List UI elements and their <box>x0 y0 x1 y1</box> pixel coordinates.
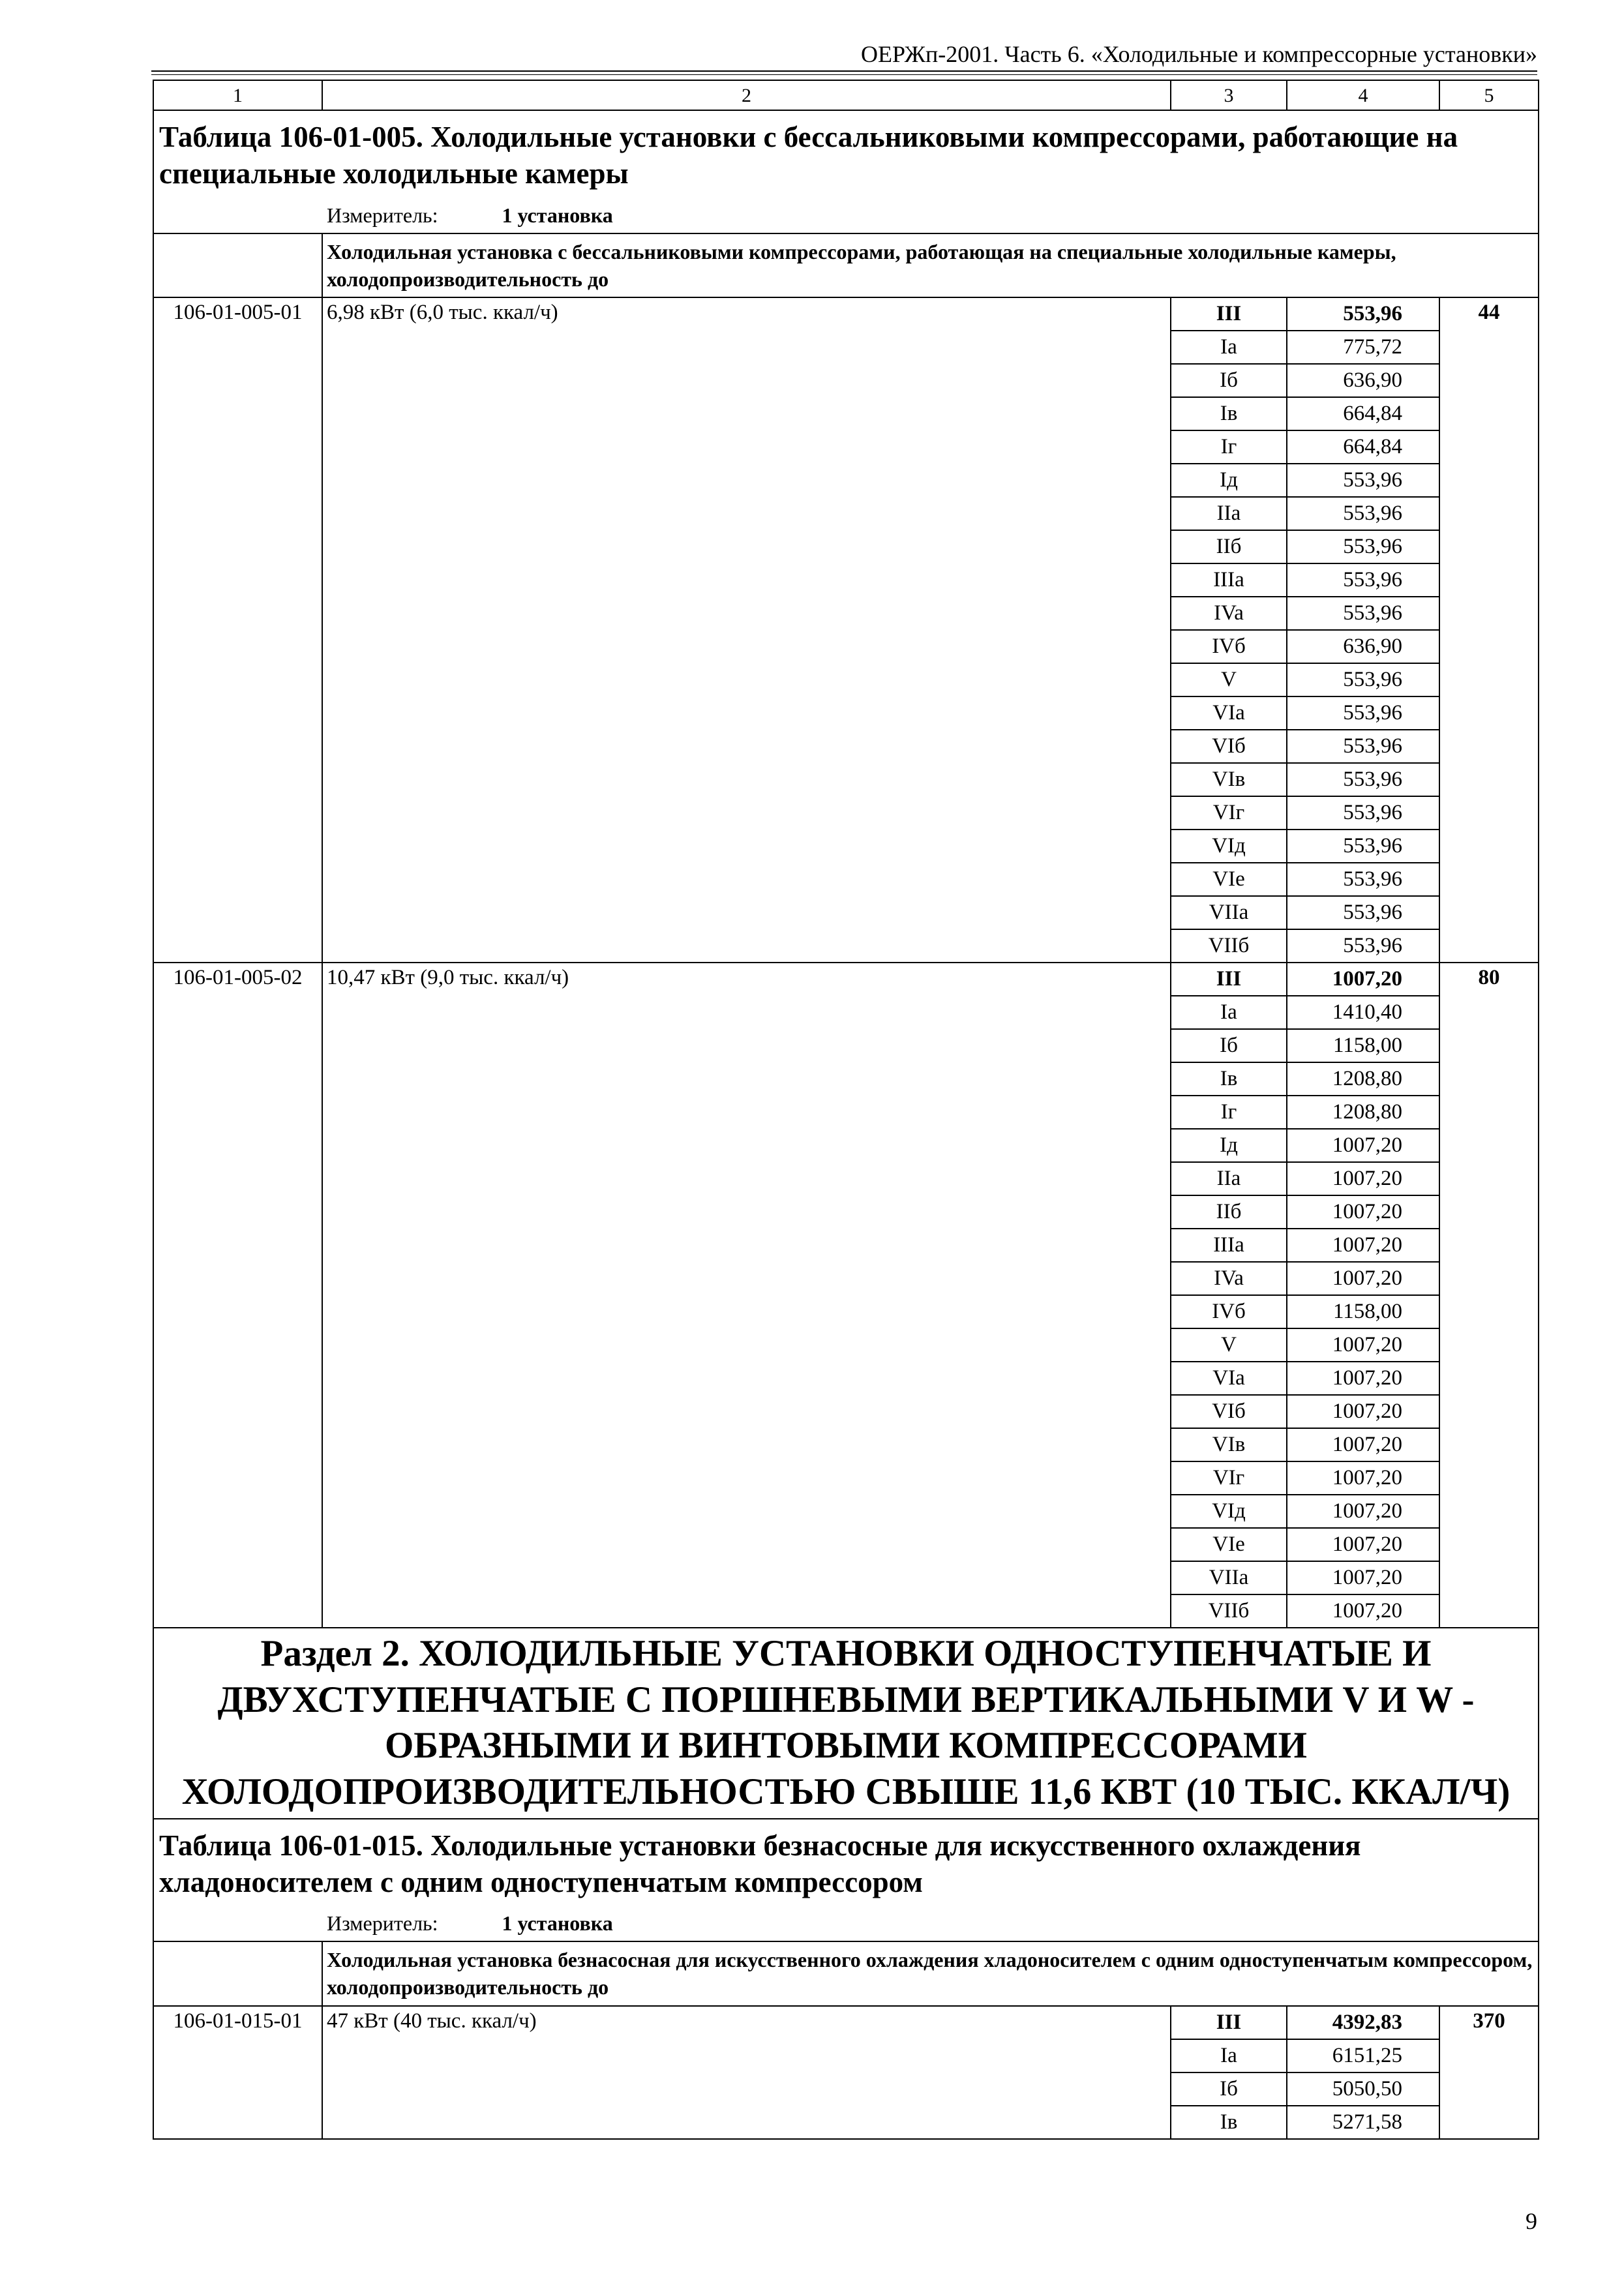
price-cell: 1007,20 <box>1287 1594 1439 1628</box>
zone-cell: Iв <box>1171 2106 1287 2139</box>
price-cell: 1158,00 <box>1287 1029 1439 1062</box>
price-cell: 1410,40 <box>1287 996 1439 1029</box>
price-cell: 553,96 <box>1287 796 1439 830</box>
price-cell: 1007,20 <box>1287 1395 1439 1428</box>
item-name: 6,98 кВт (6,0 тыс. ккал/ч) <box>322 297 1171 963</box>
table-title: Таблица 106-01-005. Холодильные установки с бессальниковыми компрессорами, работающие на специальные холодильные камеры <box>153 110 1539 198</box>
price-cell: 664,84 <box>1287 430 1439 464</box>
measure-cell <box>153 1906 1539 1941</box>
price-cell: 553,96 <box>1287 297 1439 331</box>
zone-cell: IVб <box>1171 1295 1287 1328</box>
zone-cell: VIб <box>1171 1395 1287 1428</box>
price-cell: 4392,83 <box>1287 2006 1439 2039</box>
item-description: Холодильная установка с бессальниковыми компрессорами, работающая на специальные холодильные камеры, холодопроизводительность до <box>322 233 1539 297</box>
zone-cell: VIIб <box>1171 1594 1287 1628</box>
price-cell: 636,90 <box>1287 630 1439 663</box>
zone-cell: VIг <box>1171 796 1287 830</box>
zone-cell: Ia <box>1171 331 1287 364</box>
zone-cell: VIIa <box>1171 1561 1287 1594</box>
zone-cell: Iг <box>1171 430 1287 464</box>
price-cell: 553,96 <box>1287 530 1439 563</box>
zone-cell: VIг <box>1171 1461 1287 1495</box>
description-row <box>153 233 1539 297</box>
column-number-row <box>153 80 1539 110</box>
item-code: 106-01-005-02 <box>153 963 322 1628</box>
table-title-row <box>153 110 1539 198</box>
measure-label: Измеритель: <box>327 1911 438 1936</box>
price-cell: 1007,20 <box>1287 1195 1439 1229</box>
price-cell: 1007,20 <box>1287 1428 1439 1461</box>
price-cell: 664,84 <box>1287 397 1439 430</box>
price-cell: 553,96 <box>1287 730 1439 763</box>
zone-cell: Iб <box>1171 2072 1287 2106</box>
description-row <box>153 1941 1539 2005</box>
zone-cell: Iб <box>1171 1029 1287 1062</box>
column-number: 4 <box>1287 80 1439 110</box>
zone-cell: III <box>1171 2006 1287 2039</box>
running-header: ОЕРЖп-2001. Часть 6. «Холодильные и компрессорные установки» <box>860 41 1537 67</box>
price-cell: 553,96 <box>1287 696 1439 730</box>
column-number: 5 <box>1439 80 1539 110</box>
zone-cell: Iд <box>1171 464 1287 497</box>
price-cell: 1007,20 <box>1287 1495 1439 1528</box>
measure-label: Измеритель: <box>327 203 438 227</box>
price-cell: 5050,50 <box>1287 2072 1439 2106</box>
price-cell: 553,96 <box>1287 863 1439 896</box>
price-cell: 1007,20 <box>1287 1561 1439 1594</box>
zone-cell: IVб <box>1171 630 1287 663</box>
item-code: 106-01-015-01 <box>153 2006 322 2139</box>
table-row <box>153 297 1539 331</box>
zone-cell: Iд <box>1171 1129 1287 1162</box>
price-cell: 553,96 <box>1287 929 1439 963</box>
page-number: 9 <box>1526 2208 1537 2234</box>
price-cell: 553,96 <box>1287 563 1439 597</box>
header-rule <box>151 70 1537 72</box>
zone-cell: IIa <box>1171 497 1287 530</box>
price-cell: 553,96 <box>1287 497 1439 530</box>
zone-cell: IIб <box>1171 530 1287 563</box>
price-cell: 1158,00 <box>1287 1295 1439 1328</box>
blank-cell <box>153 1941 322 2005</box>
zone-cell: VIд <box>1171 830 1287 863</box>
price-table <box>153 80 1539 2140</box>
zone-cell: VIв <box>1171 1428 1287 1461</box>
price-cell: 553,96 <box>1287 597 1439 630</box>
measure-row <box>153 198 1539 233</box>
section-heading: Раздел 2. ХОЛОДИЛЬНЫЕ УСТАНОВКИ ОДНОСТУПЕНЧАТЫЕ И ДВУХСТУПЕНЧАТЫЕ С ПОРШНЕВЫМИ ВЕРТИКАЛЬНЫМИ V И W - ОБРАЗНЫМИ И ВИНТОВЫМИ КОМПРЕССОРАМИ ХОЛОДОПРОИЗВОДИТЕЛЬНОСТЬЮ СВЫШЕ 11,6 КВТ (10 ТЫС. ККАЛ/Ч) <box>153 1628 1539 1819</box>
zone-cell: Ia <box>1171 996 1287 1029</box>
price-cell: 1007,20 <box>1287 1328 1439 1362</box>
zone-cell: VIб <box>1171 730 1287 763</box>
zone-cell: III <box>1171 963 1287 996</box>
item-name: 47 кВт (40 тыс. ккал/ч) <box>322 2006 1171 2139</box>
zone-cell: V <box>1171 1328 1287 1362</box>
zone-cell: IIб <box>1171 1195 1287 1229</box>
price-cell: 1007,20 <box>1287 1162 1439 1195</box>
table-row <box>153 2006 1539 2039</box>
measure-row <box>153 1906 1539 1941</box>
price-cell: 553,96 <box>1287 663 1439 696</box>
zone-cell: Iв <box>1171 397 1287 430</box>
zone-cell: IIIa <box>1171 563 1287 597</box>
section-row <box>153 1628 1539 1819</box>
zone-cell: IIIa <box>1171 1229 1287 1262</box>
price-cell: 1007,20 <box>1287 1229 1439 1262</box>
price-cell: 1007,20 <box>1287 1262 1439 1295</box>
quantity-cell: 80 <box>1439 963 1539 1628</box>
price-cell: 553,96 <box>1287 763 1439 796</box>
zone-cell: IVa <box>1171 597 1287 630</box>
header-rule-thin <box>151 74 1537 75</box>
price-cell: 553,96 <box>1287 464 1439 497</box>
price-cell: 1007,20 <box>1287 1362 1439 1395</box>
measure-line <box>154 198 1538 233</box>
quantity-cell: 44 <box>1439 297 1539 963</box>
column-number: 1 <box>153 80 322 110</box>
zone-cell: V <box>1171 663 1287 696</box>
price-cell: 553,96 <box>1287 896 1439 929</box>
zone-cell: VIe <box>1171 1528 1287 1561</box>
zone-cell: IIa <box>1171 1162 1287 1195</box>
zone-cell: VIa <box>1171 696 1287 730</box>
zone-cell: VIe <box>1171 863 1287 896</box>
column-number: 2 <box>322 80 1171 110</box>
measure-cell <box>153 198 1539 233</box>
measure-line <box>154 1906 1538 1941</box>
price-cell: 1007,20 <box>1287 1129 1439 1162</box>
price-cell: 1007,20 <box>1287 963 1439 996</box>
price-cell: 5271,58 <box>1287 2106 1439 2139</box>
item-description: Холодильная установка безнасосная для искусственного охлаждения хладоносителем с одним одноступенчатым компрессором, холодопроизводительность до <box>322 1941 1539 2005</box>
zone-cell: VIд <box>1171 1495 1287 1528</box>
zone-cell: VIIб <box>1171 929 1287 963</box>
item-code: 106-01-005-01 <box>153 297 322 963</box>
zone-cell: Iг <box>1171 1096 1287 1129</box>
price-cell: 553,96 <box>1287 830 1439 863</box>
price-cell: 6151,25 <box>1287 2039 1439 2072</box>
price-cell: 636,90 <box>1287 364 1439 397</box>
column-number: 3 <box>1171 80 1287 110</box>
price-cell: 1007,20 <box>1287 1461 1439 1495</box>
zone-cell: VIIa <box>1171 896 1287 929</box>
zone-cell: Iб <box>1171 364 1287 397</box>
zone-cell: III <box>1171 297 1287 331</box>
blank-cell <box>153 233 322 297</box>
zone-cell: Iв <box>1171 1062 1287 1096</box>
price-cell: 1208,80 <box>1287 1062 1439 1096</box>
zone-cell: IVa <box>1171 1262 1287 1295</box>
table-title-row <box>153 1819 1539 1906</box>
table-row <box>153 963 1539 996</box>
measure-unit: 1 установка <box>502 1911 613 1936</box>
price-cell: 1208,80 <box>1287 1096 1439 1129</box>
quantity-cell: 370 <box>1439 2006 1539 2139</box>
table-title: Таблица 106-01-015. Холодильные установки безнасосные для искусственного охлаждения хладоносителем с одним одноступенчатым компрессором <box>153 1819 1539 1906</box>
zone-cell: Ia <box>1171 2039 1287 2072</box>
zone-cell: VIa <box>1171 1362 1287 1395</box>
price-cell: 1007,20 <box>1287 1528 1439 1561</box>
price-cell: 775,72 <box>1287 331 1439 364</box>
measure-unit: 1 установка <box>502 203 613 227</box>
item-name: 10,47 кВт (9,0 тыс. ккал/ч) <box>322 963 1171 1628</box>
zone-cell: VIв <box>1171 763 1287 796</box>
